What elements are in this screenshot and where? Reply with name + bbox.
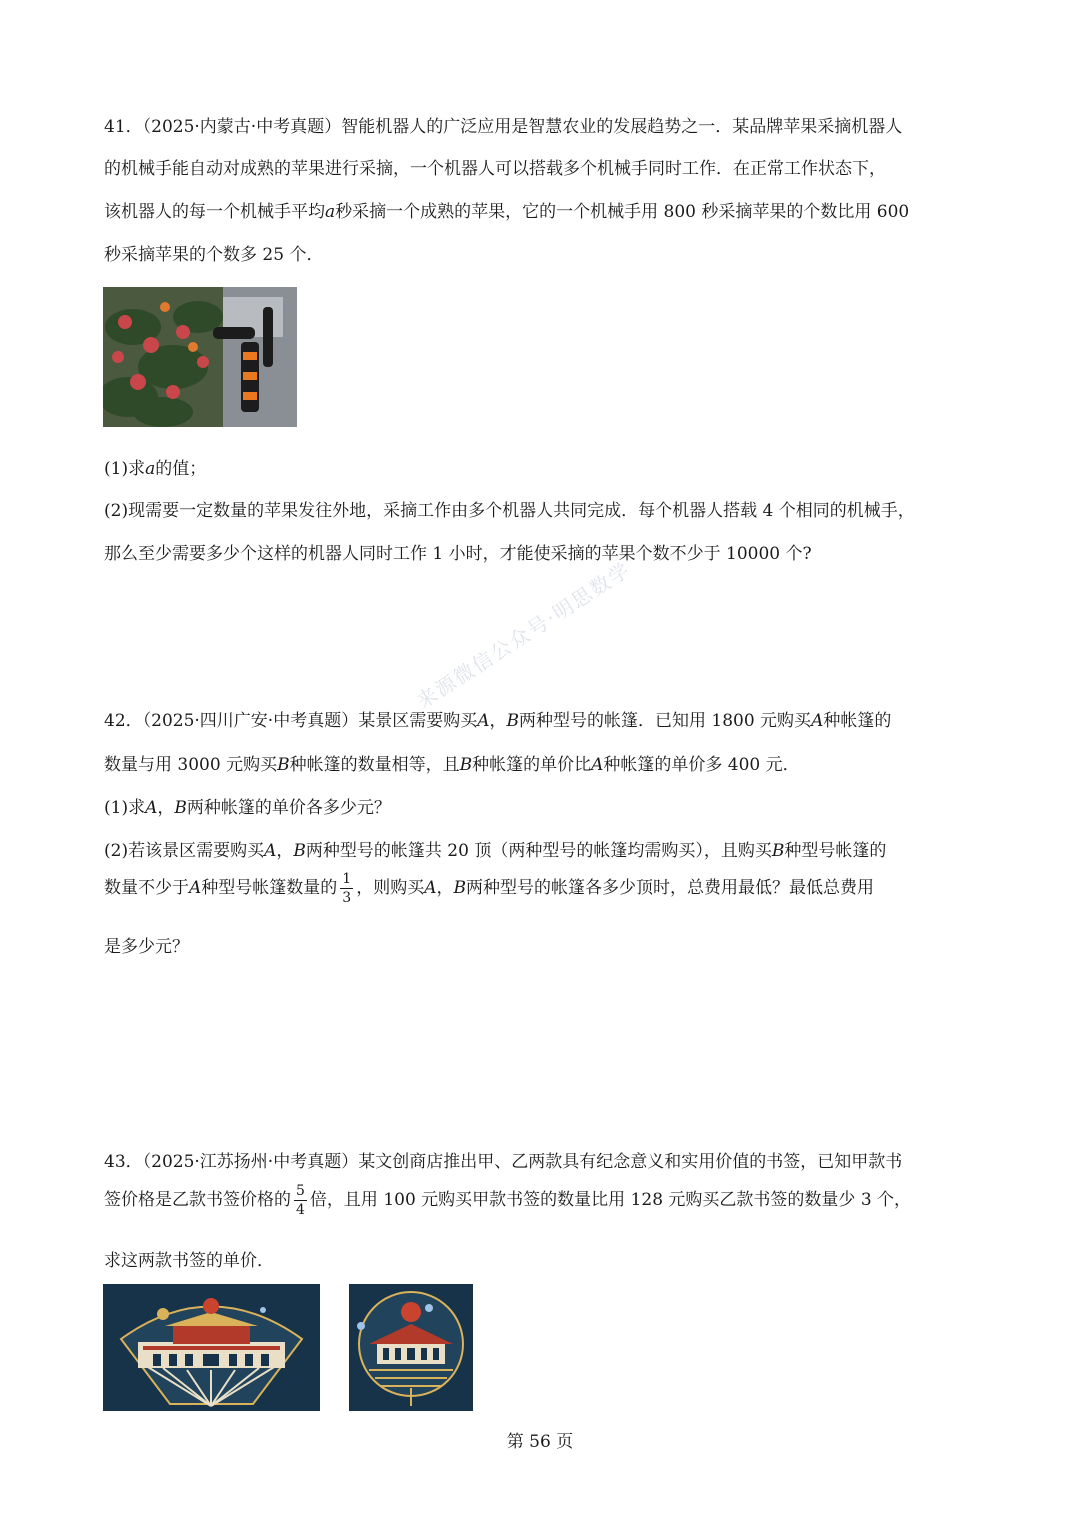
q42-part-2-line-2: 数量不少于A种型号帐篷数量的 $\frac{1}{3}$ ，则购买A，B两种型号的帐篷各多少顶时，总费用最低？最低总费用	[104, 871, 874, 906]
q41-line-1: 41．（2025·内蒙古·中考真题）智能机器人的广泛应用是智慧农业的发展趋势之一．某品牌苹果采摘机器人	[104, 117, 903, 137]
watermark: 来源微信公众号·明思数学	[412, 556, 636, 714]
q43-line-3: 求这两款书签的单价．	[104, 1251, 274, 1271]
page-number: 第 56 页	[506, 1432, 574, 1452]
bookmark-jia-image	[103, 1284, 320, 1411]
fraction-five-fourths: $\frac{5}{4}$	[296, 1183, 305, 1218]
bookmark-yi-image	[349, 1284, 473, 1411]
q42-part-2-line-1: (2)若该景区需要购买A，B两种型号的帐篷共 20 顶（两种型号的帐篷均需购买），且购买B种型号帐篷的	[104, 841, 887, 861]
q42-part-2-line-3: 是多少元？	[104, 937, 189, 957]
q42-line-1: 42．（2025·四川广安·中考真题）某景区需要购买A，B两种型号的帐篷．已知用 1800 元购买A种帐篷的	[104, 711, 892, 731]
q41-part-1: (1)求a的值；	[104, 459, 207, 479]
q43-line-1: 43．（2025·江苏扬州·中考真题）某文创商店推出甲、乙两款具有纪念意义和实用价值的书签，已知甲款书	[104, 1152, 903, 1172]
q41-line-2: 的机械手能自动对成熟的苹果进行采摘，一个机器人可以搭载多个机械手同时工作．在正常工作状态下，	[104, 159, 886, 179]
q41-line-3: 该机器人的每一个机械手平均a秒采摘一个成熟的苹果，它的一个机械手用 800 秒采摘苹果的个数比用 600	[104, 202, 910, 222]
q41-line-4: 秒采摘苹果的个数多 25 个．	[104, 245, 324, 265]
q42-line-2: 数量与用 3000 元购买B种帐篷的数量相等，且B种帐篷的单价比A种帐篷的单价多 400 元．	[104, 755, 800, 775]
q42-part-1: (1)求A，B两种帐篷的单价各多少元？	[104, 798, 391, 818]
q41-part-2-line-1: (2)现需要一定数量的苹果发往外地，采摘工作由多个机器人共同完成．每个机器人搭载 4 个相同的机械手，	[104, 501, 915, 521]
q41-part-2-line-2: 那么至少需要多少个这样的机器人同时工作 1 小时，才能使采摘的苹果个数不少于 10000 个?	[104, 544, 812, 564]
apple-robot-photo	[103, 287, 297, 427]
q43-line-2: 签价格是乙款书签价格的 $\frac{5}{4}$ 倍，且用 100 元购买甲款书签的数量比用 128 元购买乙款书签的数量少 3 个，	[104, 1183, 912, 1218]
fraction-one-third: $\frac{1}{3}$	[342, 871, 352, 906]
variable-a: a	[325, 202, 336, 222]
